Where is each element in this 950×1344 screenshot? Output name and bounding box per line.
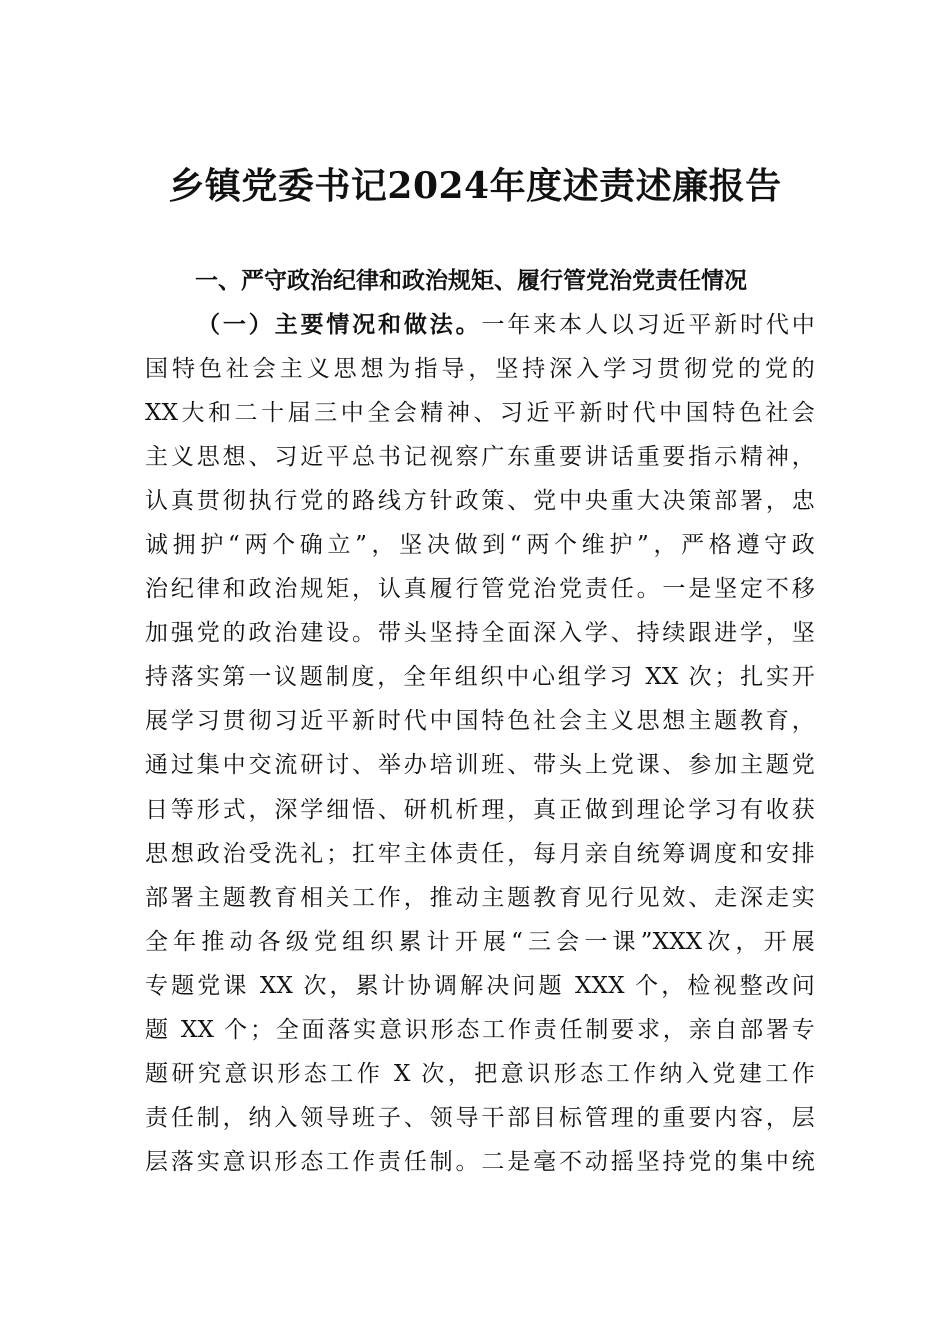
paragraph-line: 题研究意识形态工作 X 次，把意识形态工作纳入党建工作 [145, 1060, 815, 1087]
paragraph-line: 全年推动各级党组织累计开展“三会一课”XXX次，开展 [145, 928, 815, 955]
body-text [145, 303, 815, 1184]
paragraph-line: 层落实意识形态工作责任制。二是毫不动摇坚持党的集中统 [145, 1148, 815, 1175]
paragraph-line: 责任制，纳入领导班子、领导干部目标管理的重要内容，层 [145, 1104, 815, 1131]
document-title: 乡镇党委书记2024年度述责述廉报告 [168, 165, 782, 207]
subsection-label: （一）主要情况和做法。 [197, 311, 482, 338]
paragraph-line: 认真贯彻执行党的路线方针政策、党中央重大决策部署，忠 [145, 488, 815, 515]
paragraph-line: XX大和二十届三中全会精神、习近平新时代中国特色社会 [145, 400, 815, 427]
section-heading: 一、严守政治纪律和政治规矩、履行管党治党责任情况 [195, 267, 747, 294]
paragraph-line: 专题党课 XX 次，累计协调解决问题 XXX 个，检视整改问 [145, 972, 815, 999]
paragraph-line: 国特色社会主义思想为指导，坚持深入学习贯彻党的党的 [145, 356, 815, 383]
paragraph-line: 思想政治受洗礼；扛牢主体责任，每月亲自统筹调度和安排 [145, 840, 815, 867]
paragraph-line: 主义思想、习近平总书记视察广东重要讲话重要指示精神， [145, 444, 815, 471]
paragraph-line: （一）主要情况和做法。一年来本人以习近平新时代中 [197, 311, 815, 338]
paragraph-line: 日等形式，深学细悟、研机析理，真正做到理论学习有收获 [145, 796, 815, 823]
paragraph-line: 题 XX 个；全面落实意识形态工作责任制要求，亲自部署专 [145, 1016, 815, 1043]
paragraph-line: 治纪律和政治规矩，认真履行管党治党责任。一是坚定不移 [145, 576, 815, 603]
paragraph-line: 加强党的政治建设。带头坚持全面深入学、持续跟进学，坚 [145, 620, 815, 647]
paragraph-line: 诚拥护“两个确立”，坚决做到“两个维护”，严格遵守政 [145, 532, 815, 559]
paragraph-line: 通过集中交流研讨、举办培训班、带头上党课、参加主题党 [145, 752, 815, 779]
paragraph-line: 持落实第一议题制度，全年组织中心组学习 XX 次；扎实开 [145, 664, 815, 691]
paragraph-line: 展学习贯彻习近平新时代中国特色社会主义思想主题教育， [145, 708, 815, 735]
paragraph-line: 部署主题教育相关工作，推动主题教育见行见效、走深走实 [145, 884, 815, 911]
